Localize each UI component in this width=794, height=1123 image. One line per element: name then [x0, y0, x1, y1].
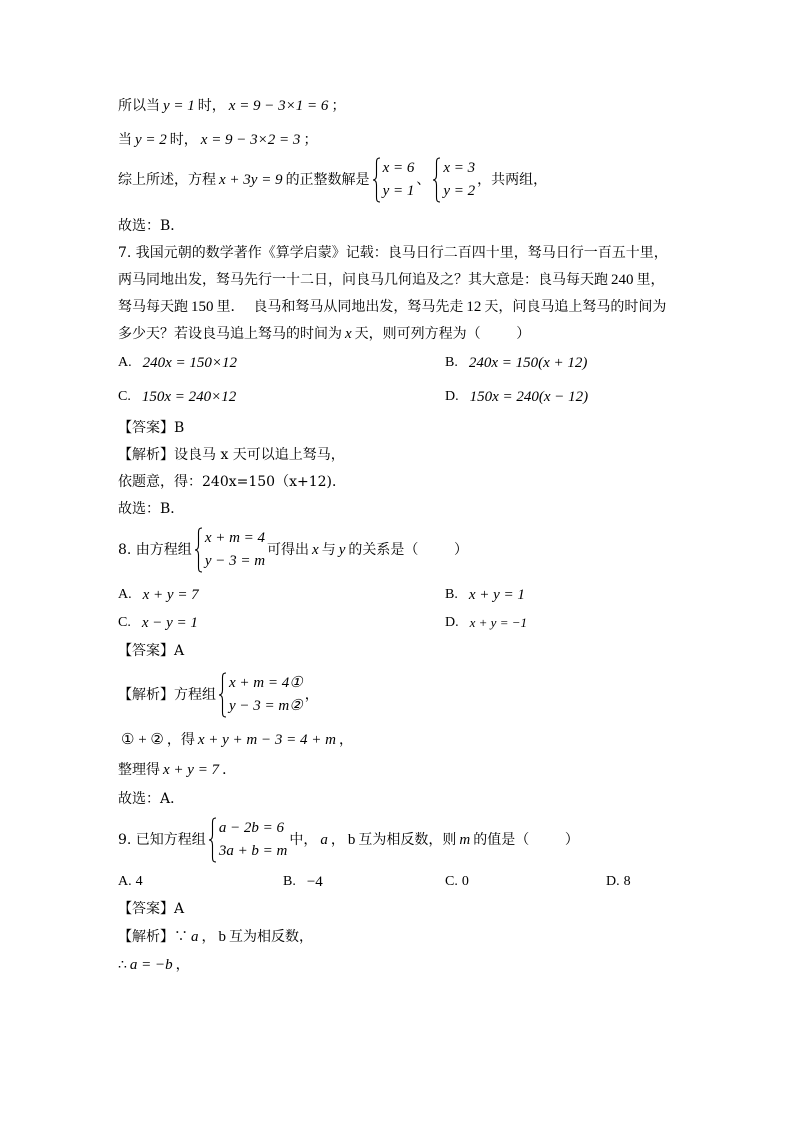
- system-row: 3a + b = m: [218, 843, 288, 859]
- text-segment: 里． 良马和驽马从同地出发，驽马先走: [216, 299, 464, 315]
- equation-system: [194, 527, 265, 573]
- option-label: B.: [445, 587, 458, 602]
- text-segment: ．: [222, 762, 237, 778]
- math-variable: a: [320, 832, 328, 848]
- option-label: B.: [445, 355, 458, 370]
- text-segment: 与: [321, 542, 336, 558]
- q9-options-row: [118, 872, 678, 892]
- option-label: C.: [118, 389, 131, 404]
- option-label: D.: [445, 389, 459, 404]
- q6-summary-line: [118, 156, 547, 204]
- q7-stem-line-1: [118, 243, 668, 263]
- text-segment: 7. 我国元朝的数学著作《算学启蒙》记载：良马日行二百四十里，驽马日行一百五十里，: [118, 245, 668, 261]
- text-segment: 【解析】方程组: [118, 687, 216, 703]
- text-segment: 的值是（ ）: [473, 832, 579, 848]
- option-value: x + y = 1: [468, 587, 525, 603]
- option-b: [445, 585, 528, 605]
- option-a: [118, 872, 143, 892]
- math-variable: b: [347, 832, 356, 848]
- math-expression: y = 1: [163, 98, 195, 114]
- equation-system: [218, 672, 303, 718]
- q8-options-row-2: [118, 613, 678, 633]
- text-segment: 互为相反数，: [229, 929, 313, 945]
- system-row: y − 3 = m②: [229, 698, 303, 714]
- option-value: 240x = 150(x + 12): [468, 355, 588, 371]
- math-expression: y = 2: [135, 132, 167, 148]
- q7-stem-line-4: [118, 324, 530, 344]
- equation-system: [432, 157, 475, 203]
- text-segment: 两马同地出发，驽马先行一十二日，问良马几何追及之？其大意是：良马每天跑: [118, 272, 608, 288]
- system-row: y = 2: [443, 183, 476, 199]
- q9-analysis-line-1: [118, 927, 313, 947]
- option-label: D.: [606, 874, 620, 889]
- q7-options-row-1: [118, 353, 678, 373]
- option-value: x + y = 7: [142, 587, 199, 603]
- q8-step-1: [118, 730, 353, 750]
- q9-answer: [118, 899, 184, 919]
- option-label: A.: [118, 874, 132, 889]
- q8-step-2: [118, 760, 236, 780]
- system-row: x + m = 4①: [229, 675, 303, 691]
- q8-analysis-system: [118, 671, 319, 719]
- text-segment: 【解析】设良马 x 天可以追上驽马，: [118, 447, 345, 463]
- q7-choice: [118, 499, 184, 519]
- equation-system: [372, 157, 415, 203]
- option-b: [445, 353, 590, 373]
- system-row: y = 1: [382, 183, 415, 199]
- system-rows: [443, 157, 475, 203]
- text-segment: ，: [338, 732, 353, 748]
- text-segment: 【答案】A: [118, 643, 185, 659]
- system-brace: [432, 157, 441, 203]
- system-row: a − 2b = 6: [218, 820, 285, 836]
- system-brace: [372, 157, 381, 203]
- math-expression: x + 3y = 9: [219, 172, 283, 188]
- math-variable: b: [218, 929, 226, 945]
- option-d: [445, 387, 591, 407]
- text-segment: 时，: [169, 132, 198, 148]
- text-segment: 、: [416, 172, 431, 188]
- option-a: [118, 585, 202, 605]
- text-segment: ，: [330, 832, 345, 848]
- text-segment: 综上所述，方程: [118, 172, 216, 188]
- q9-analysis-line-2: [118, 955, 190, 975]
- math-variable: x: [345, 326, 352, 342]
- option-c: [445, 872, 469, 892]
- system-row: x = 6: [382, 160, 415, 176]
- text-segment: ，共两组，: [477, 172, 548, 188]
- text-segment: ，: [175, 957, 190, 973]
- math-expression: x = 9 − 3×2 = 3: [200, 132, 301, 148]
- math-number: 12: [466, 299, 482, 315]
- option-c: [118, 387, 239, 407]
- text-segment: 所以当: [118, 98, 160, 114]
- math-expression: x + y = 7: [163, 762, 220, 778]
- option-value: 150x = 240(x − 12): [469, 389, 589, 405]
- text-segment: 9. 已知方程组: [118, 832, 206, 848]
- option-value: x − y = 1: [141, 615, 198, 631]
- text-segment: 8. 由方程组: [118, 542, 192, 558]
- text-segment: 天，问良马追上驽马的时间为: [484, 299, 667, 315]
- text-segment: 驽马每天跑: [118, 299, 188, 315]
- q7-options-row-2: [118, 387, 678, 407]
- system-brace: [208, 817, 217, 863]
- option-label: A.: [118, 587, 132, 602]
- math-number: 150: [191, 299, 214, 315]
- text-segment: ；: [303, 132, 318, 148]
- option-value: 4: [135, 874, 143, 889]
- system-brace: [218, 672, 227, 718]
- option-b: [283, 872, 326, 892]
- text-segment: 互为相反数，则: [358, 832, 457, 848]
- text-segment: 中，: [289, 832, 318, 848]
- system-rows: [229, 672, 303, 718]
- equation-system: [208, 817, 288, 863]
- option-value: 0: [461, 874, 469, 889]
- option-value: 150x = 240×12: [141, 389, 237, 405]
- text-segment: 【解析】∵: [118, 929, 188, 945]
- text-segment: 故选：A．: [118, 791, 185, 807]
- math-expression: x + y + m − 3 = 4 + m: [197, 732, 336, 748]
- text-segment: 可得出: [267, 542, 310, 558]
- option-label: C.: [445, 874, 458, 889]
- math-expression: x = 9 − 3×1 = 6: [228, 98, 329, 114]
- math-variable: y: [338, 542, 346, 558]
- option-value: 240x = 150×12: [142, 355, 238, 371]
- q7-stem-line-2: [118, 270, 665, 290]
- text-segment: 天，则可列方程为（ ）: [354, 326, 531, 342]
- math-variable: m: [459, 832, 471, 848]
- q7-answer: [118, 418, 184, 438]
- text-segment: ，: [201, 929, 216, 945]
- option-value: x + y = −1: [469, 615, 527, 630]
- option-label: D.: [445, 615, 459, 630]
- q9-stem: [118, 816, 579, 864]
- option-c: [118, 613, 201, 633]
- system-row: x = 3: [443, 160, 476, 176]
- text-segment: 【答案】A: [118, 901, 185, 917]
- text-segment: 整理得: [118, 762, 160, 778]
- text-segment: 里，: [636, 272, 665, 288]
- math-expression: a = −b: [129, 957, 173, 973]
- option-label: B.: [283, 874, 296, 889]
- q8-choice: [118, 789, 184, 809]
- text-segment: 当: [118, 132, 132, 148]
- system-row: y − 3 = m: [204, 553, 266, 569]
- system-rows: [205, 527, 265, 573]
- q7-analysis-line-1: [118, 445, 345, 465]
- q6-line-y-equals-1: [118, 96, 345, 116]
- q8-stem: [118, 526, 468, 574]
- option-d: [606, 872, 631, 892]
- option-a: [118, 353, 240, 373]
- system-brace: [194, 527, 203, 573]
- q7-analysis-line-2: [118, 472, 346, 492]
- option-value: −4: [306, 874, 323, 890]
- option-label: C.: [118, 615, 131, 630]
- text-segment: 故选：B．: [118, 501, 185, 517]
- text-segment: 时，: [197, 98, 226, 114]
- text-segment: ，: [304, 687, 319, 703]
- option-value: 8: [623, 874, 631, 889]
- q8-answer: [118, 641, 184, 661]
- text-segment: ∴: [118, 957, 127, 973]
- text-segment: 的关系是（ ）: [348, 542, 468, 558]
- system-rows: [383, 157, 415, 203]
- math-variable: a: [191, 929, 199, 945]
- q7-stem-line-3: [118, 297, 666, 317]
- option-label: A.: [118, 355, 132, 370]
- q6-line-y-equals-2: [118, 130, 317, 150]
- math-expression: ① + ②: [121, 732, 164, 748]
- text-segment: 多少天？若设良马追上驽马的时间为: [118, 326, 342, 342]
- text-segment: ，得: [166, 732, 195, 748]
- system-row: x + m = 4: [204, 530, 266, 546]
- system-rows: [219, 817, 288, 863]
- math-variable: x: [312, 542, 319, 558]
- text-segment: 依题意，得：240x=150（x+12)．: [118, 474, 346, 490]
- text-segment: 的正整数解是: [285, 172, 370, 188]
- option-d: [445, 613, 530, 633]
- text-segment: ；: [331, 98, 346, 114]
- q8-options-row-1: [118, 585, 678, 605]
- math-number: 240: [611, 272, 634, 288]
- text-segment: 【答案】B: [118, 420, 185, 436]
- text-segment: 故选：B．: [118, 218, 185, 234]
- q6-choice: [118, 216, 184, 236]
